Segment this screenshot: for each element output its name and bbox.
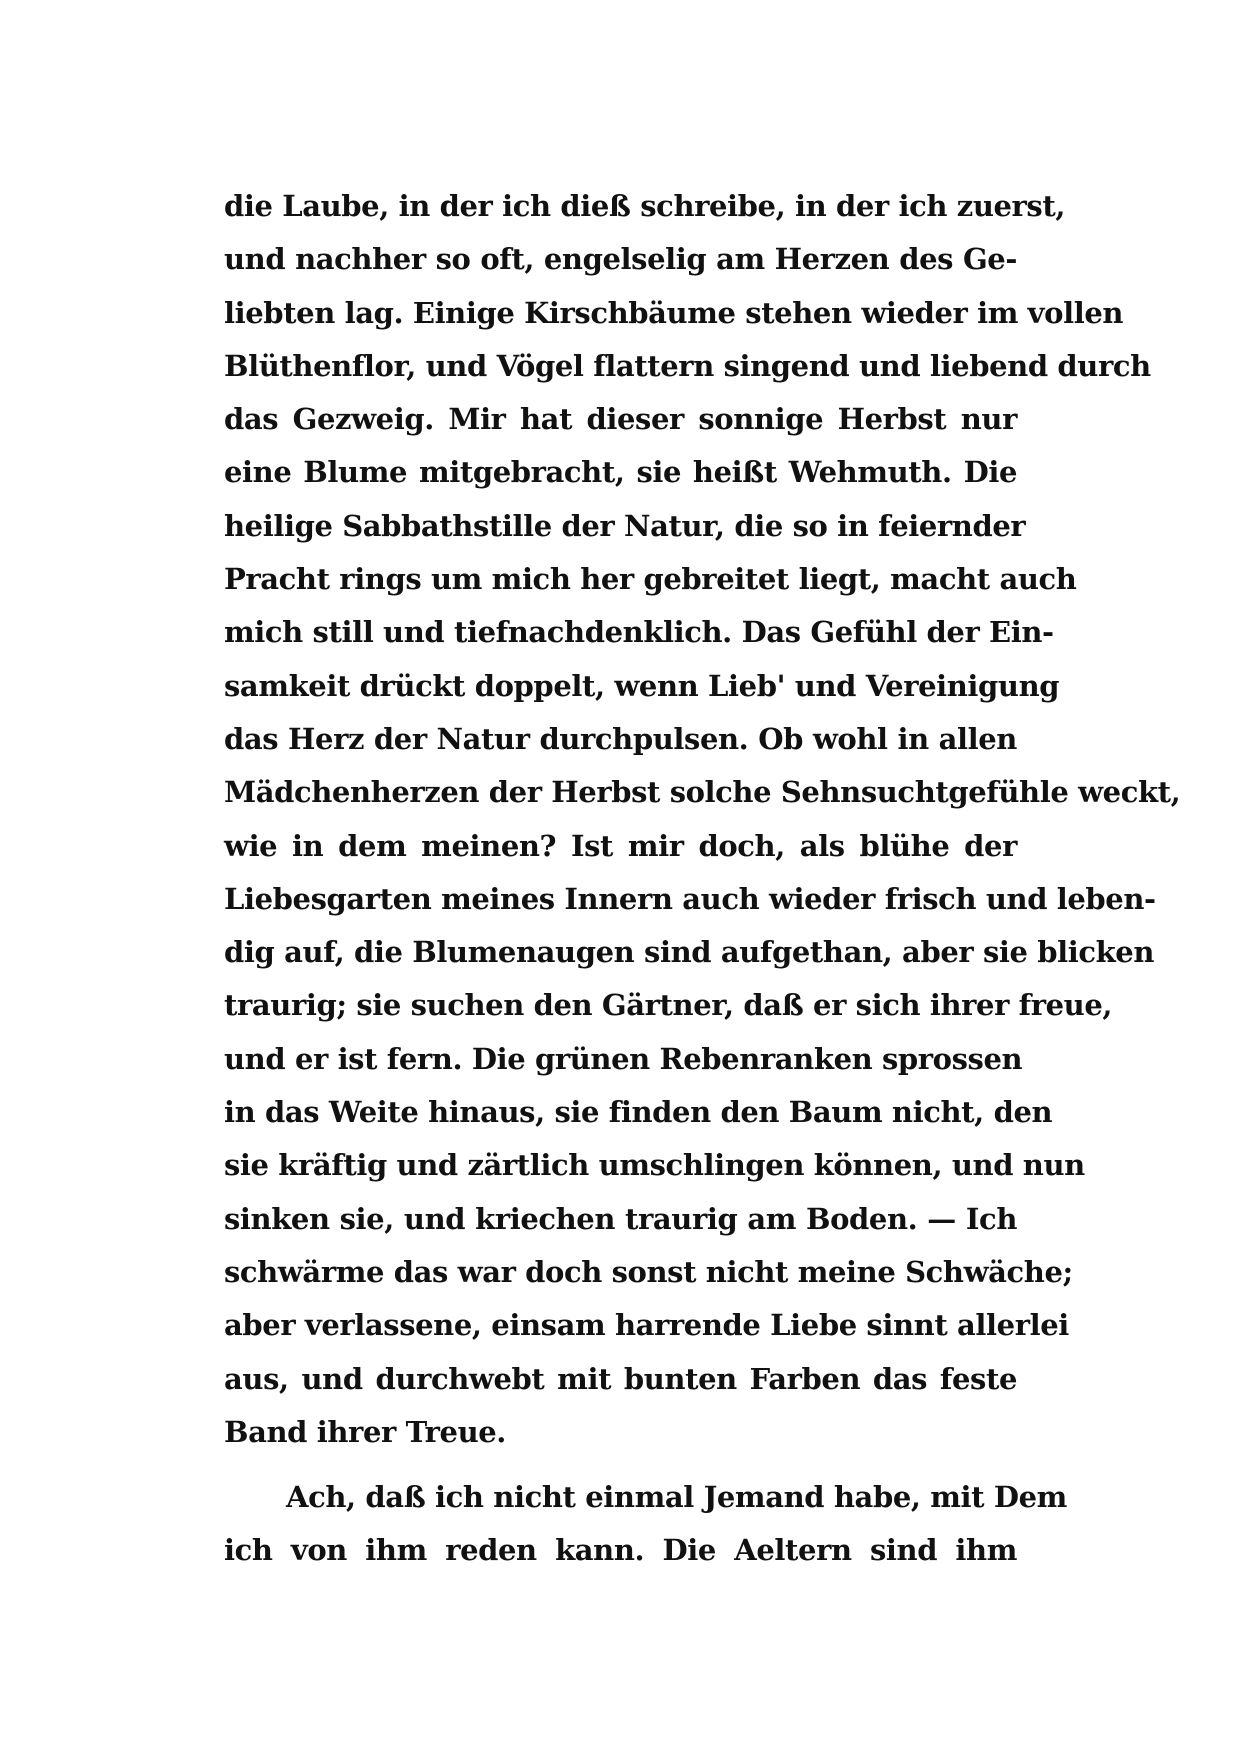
paragraph-gap (224, 1459, 1017, 1471)
text-line: Blüthenflor, und Vögel flattern singend und liebend durch (224, 348, 1151, 383)
text-line: wie in dem meinen? Ist mir doch, als blühe der (224, 828, 1017, 863)
text-line: samkeit drückt doppelt, wenn Lieb' und Vereinigung (224, 668, 1060, 703)
paragraph-2 (224, 1471, 1067, 1578)
text-line: traurig; sie suchen den Gärtner, daß er sich ihrer freue, (224, 988, 1113, 1023)
paragraph-1 (224, 180, 1181, 1459)
text-line: liebten lag. Einige Kirschbäume stehen wieder im vollen (224, 295, 1124, 330)
text-line: heilige Sabbathstille der Natur, die so in feiernder (224, 508, 1026, 543)
text-line: das Gezweig. Mir hat dieser sonnige Herbst nur (224, 402, 1017, 437)
page-text (224, 180, 1181, 1578)
text-line: und er ist fern. Die grünen Rebenranken sprossen (224, 1041, 1023, 1076)
text-line: schwärme das war doch sonst nicht meine Schwäche; (224, 1254, 1073, 1289)
text-line: das Herz der Natur durchpulsen. Ob wohl in allen (224, 721, 1017, 756)
text-line: eine Blume mitgebracht, sie heißt Wehmuth. Die (224, 455, 1017, 490)
text-line: ich von ihm reden kann. Die Aeltern sind ihm (224, 1533, 1017, 1568)
text-line: Pracht rings um mich her gebreitet liegt, macht auch (224, 562, 1077, 597)
text-line: Mädchenherzen der Herbst solche Sehnsuchtgefühle weckt, (224, 775, 1181, 810)
text-line: aber verlassene, einsam harrende Liebe sinnt allerlei (224, 1308, 1069, 1343)
text-line: Band ihrer Treue. (224, 1414, 506, 1449)
text-line: sie kräftig und zärtlich umschlingen können, und nun (224, 1148, 1085, 1183)
text-line: aus, und durchwebt mit bunten Farben das feste (224, 1361, 1017, 1396)
text-line: Liebesgarten meines Innern auch wieder frisch und leben- (224, 881, 1156, 916)
text-line: dig auf, die Blumenaugen sind aufgethan, aber sie blicken (224, 935, 1155, 970)
text-line: mich still und tiefnachdenklich. Das Gefühl der Ein- (224, 615, 1054, 650)
text-line: Ach, daß ich nicht einmal Jemand habe, mit Dem (286, 1480, 1067, 1515)
text-line: und nachher so oft, engelselig am Herzen des Ge- (224, 242, 1017, 277)
text-line: sinken sie, und kriechen traurig am Boden. — Ich (224, 1201, 1017, 1236)
text-line: in das Weite hinaus, sie finden den Baum nicht, den (224, 1095, 1053, 1130)
text-line: die Laube, in der ich dieß schreibe, in der ich zuerst, (224, 189, 1066, 223)
